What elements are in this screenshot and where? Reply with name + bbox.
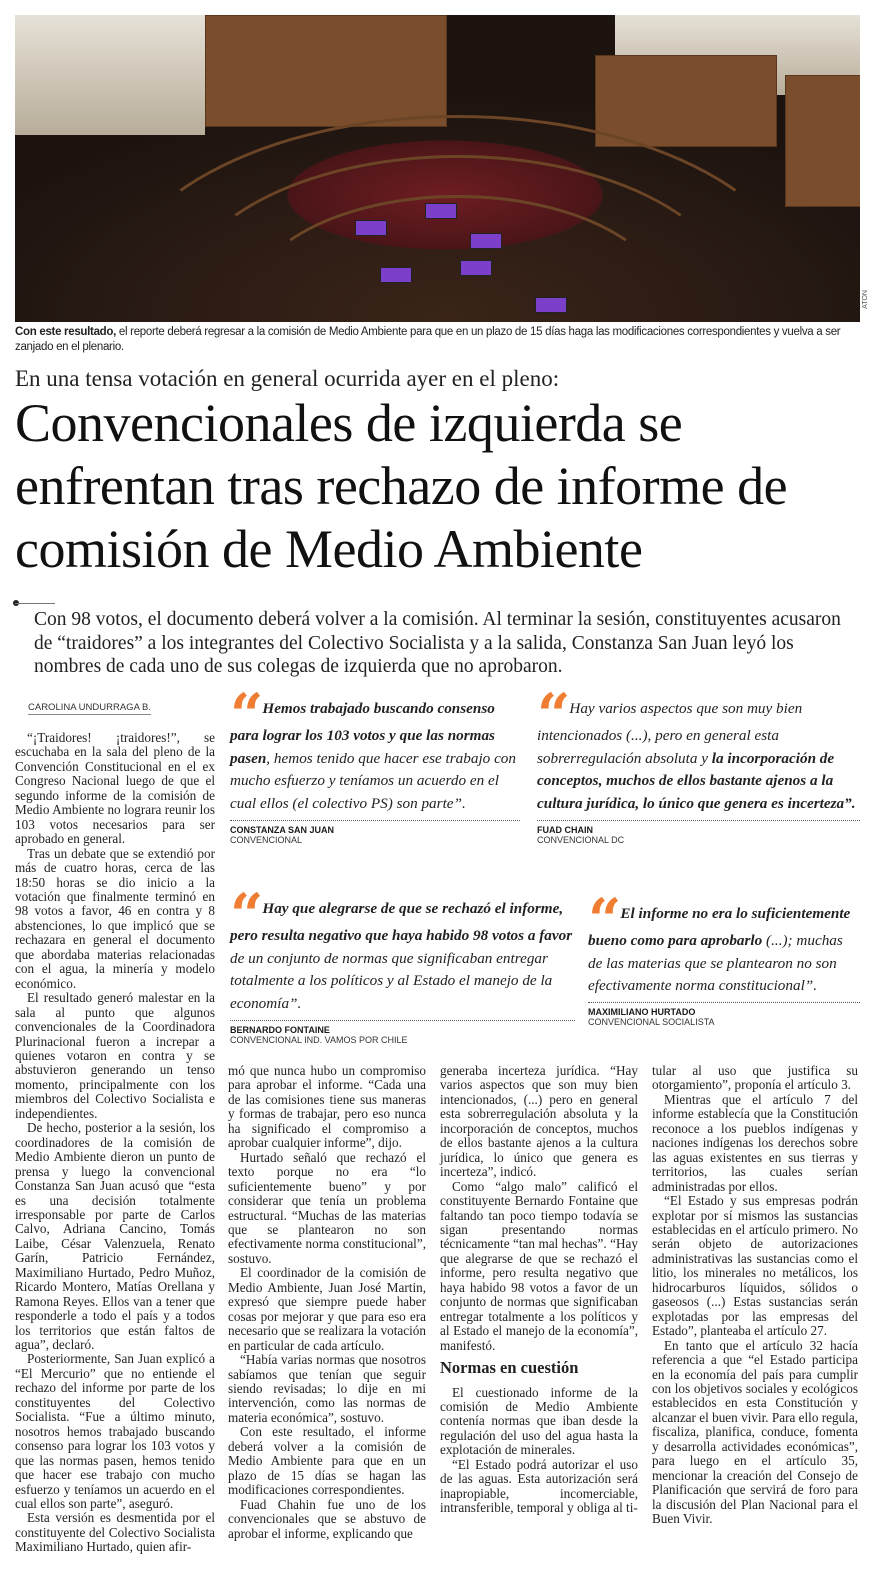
wall-left (15, 15, 205, 135)
quote-author-role: CONVENCIONAL IND. VAMOS POR CHILE (230, 1034, 408, 1045)
pull-quote (230, 681, 520, 845)
quote-author-role: CONVENCIONAL (230, 834, 303, 845)
quote-divider (230, 820, 520, 821)
quote-segment: (...); muchas de las materias que se plantearon no son efectivamente norma constitucional”. (588, 932, 843, 995)
screen (460, 260, 492, 276)
quote-divider (230, 1020, 575, 1021)
quote-segment: , hemos tenido que hacer ese trabajo con mucho esfuerzo y teníamos un acuerdo en el cual ellos (el colectivo PS) son parte”. (230, 749, 516, 813)
caption-text: el reporte deberá regresar a la comisión de Medio Ambiente para que en un plazo de 15 días haga las modificaciones correspondientes y vuelva a ser zanjado en el plenario. (15, 326, 841, 353)
body-paragraph: El resultado generó malestar en la sala al punto que algunos convencionales de la Coordinadora Plurinacional fueron a increpar a quienes votaron en contra y se abstuvieron generando un tenso momento, principalmente con los miembros del Colectivo Socialista e independientes. (15, 990, 215, 1121)
convention-chamber-photo (15, 15, 860, 322)
quote-mark-icon: “ (537, 681, 567, 749)
body-paragraph: Fuad Chahin fue uno de los convencionales que se abstuvo de aprobar el informe, explicando que (228, 1496, 426, 1541)
screen (470, 233, 502, 249)
quote-divider (537, 820, 860, 821)
body-paragraph: El cuestionado informe de la comisión de Medio Ambiente contenía normas que iban desde la regulación del uso del agua hasta la explotación de minerales. (440, 1384, 638, 1458)
pull-quote (588, 886, 860, 1028)
body-column (652, 1064, 858, 1527)
headline: Convencionales de izquierda se enfrentan tras rechazo de informe de comisión de Medio Ambiente (15, 393, 788, 579)
quote-segment: de un conjunto de normas que significaban entregar totalmente a los políticos y al Estado el manejo de la economía”. (230, 949, 553, 1013)
byline: CAROLINA UNDURRAGA B. (28, 702, 151, 713)
quote-emphasis: Hay que alegrarse de que se rechazó el informe, pero resulta negativo que haya habido 98 votos a favor (230, 900, 573, 944)
pull-quote (537, 681, 860, 845)
body-column (440, 1064, 638, 1516)
body-paragraph: Mientras que el artículo 7 del informe establecía que la Constitución reconoce a los pueblos indígenas y naciones indígenas los derechos sobre las aguas existentes en sus tierras y territorios, las cuales serían administradas por ellos. (652, 1091, 858, 1194)
quote-text (588, 886, 860, 998)
body-paragraph: Con este resultado, el informe deberá volver a la comisión de Medio Ambiente para que en un plazo de 15 días se hagan las modificaciones correspondientes. (228, 1424, 426, 1498)
quote-emphasis: la incorporación de conceptos, muchos de ellos bastante ajenos a la cultura jurídica, lo único que genera es incerteza”. (537, 749, 856, 813)
wood-panel (595, 55, 777, 147)
quote-author-role: CONVENCIONAL DC (537, 834, 625, 845)
kicker: En una tensa votación en general ocurrida ayer en el pleno: (15, 366, 560, 391)
quote-author: FUAD CHAIN (537, 824, 593, 835)
quote-text (230, 881, 575, 1016)
quote-author-role: CONVENCIONAL SOCIALISTA (588, 1017, 715, 1028)
body-paragraph: Tras un debate que se extendió por más de cuatro horas, cerca de las 18:50 horas se dio inicio a la votación que finalmente terminó en 98 votos a favor, 46 en contra y 8 abstenciones, lo que implicó que se rechazara en general el documento que abordaba materias relacionadas con el agua, la minería y modelo económico. (15, 845, 215, 991)
body-paragraph: En tanto que el artículo 32 hacía referencia a que “el Estado participa en la economía del país para cumplir con los objetivos sociales y ecológicos establecidos en esta Constitución y alcanzar el buen vivir. Para ello regula, fiscaliza, planifica, conduce, fomenta y desarrolla actividades económicas”, para luego en el artículo 35, mencionar la creación del Consejo de Planificación que servirá de foro para la discusión del Plan Nacional para el Buen Vivir. (652, 1337, 858, 1527)
quote-divider (588, 1002, 860, 1003)
quote-author: BERNARDO FONTAINE (230, 1024, 330, 1035)
quote-segment: Hay varios aspectos que son muy bien intencionados (...), pero en general esta sobrerregulación absoluta y (537, 700, 803, 767)
body-paragraph: Posteriormente, San Juan explicó a “El Mercurio” que no entiende el rechazo del informe por parte de los constituyentes del Colectivo Socialista. “Fue a último minuto, nosotros hemos trabajado buscando consenso para lograr los 103 votos y que las normas pasen, hemos tenido que hacer ese trabajo con mucho esfuerzo y teníamos un acuerdo en el cual ellos son parte”, aseguró. (15, 1351, 215, 1512)
deck-rule (15, 603, 55, 604)
body-column (228, 1064, 426, 1541)
photo-caption (15, 325, 860, 355)
body-paragraph: mó que nunca hubo un compromiso para aprobar el informe. “Cada una de las comisiones tiene sus maneras y formas de trabajar, pero eso nunca ha significado el compromiso a aprobar cualquier informe”, dijo. (228, 1063, 426, 1151)
body-paragraph: El coordinador de la comisión de Medio Ambiente, Juan José Martin, expresó que siempre puede haber cosas por mejorar y que para eso era necesario que se realizara la votación en particular de cada artículo. (228, 1265, 426, 1353)
quote-mark-icon: “ (230, 881, 260, 949)
body-paragraph: “¡Traidores! ¡traidores!”, se escuchaba en la sala del pleno de la Convención Constitucional en el ex Congreso Nacional luego de que el segundo informe de la comisión de Medio Ambiente no lograra reunir los 103 votos necesarios para ser aprobado en general. (15, 730, 215, 847)
screen (355, 220, 387, 236)
screen (425, 203, 457, 219)
quote-author: CONSTANZA SAN JUAN (230, 824, 335, 835)
body-paragraph: generaba incerteza jurídica. “Hay varios aspectos que son muy bien intencionados, (...) pero en general esta sobrerregulación absoluta y la incorporación de conceptos, muchos de ellos bastante ajenos a la cultura jurídica, lo único que genera es incerteza”, indicó. (440, 1063, 638, 1180)
body-paragraph: “Había varias normas que nosotros sabíamos que tenían que seguir siendo revisadas; lo dije en mi intervención, como las normas de materia económica”, sostuvo. (228, 1352, 426, 1425)
quote-mark-icon: “ (230, 681, 260, 749)
quote-text (230, 681, 520, 816)
photo-credit: ATON (862, 290, 869, 309)
body-paragraph: Hurtado señaló que rechazó el texto porque no era “lo suficientemente bueno” y por considerar que tenía un problema estructural. “Muchas de las materias que se plantearon no son efectivamente norma constitucional”, sostuvo. (228, 1149, 426, 1266)
body-paragraph: “El Estado podrá autorizar el uso de las aguas. Esta autorización será inapropiable, incomerciable, intransferible, temporal y obliga al ti- (440, 1456, 638, 1516)
body-paragraph: “El Estado y sus empresas podrán explotar por sí mismos las sustancias establecidas en el artículo primero. No serán objeto de autorizaciones administrativas las sustancias como el litio, los minerales no metálicos, los hidrocarburos líquidos, sólidos o gaseosos (...) Estas sustancias serán explotadas por las empresas del Estado”, planteaba el artículo 27. (652, 1193, 858, 1339)
quote-mark-icon: “ (588, 886, 618, 954)
quote-emphasis: El informe no era lo suficientemente bueno como para aprobarlo (588, 905, 851, 949)
quote-text (537, 681, 860, 816)
pull-quote (230, 881, 575, 1045)
screen (535, 297, 567, 313)
body-paragraph: Esta versión es desmentida por el constituyente del Colectivo Socialista Maximiliano Hurtado, quien afir- (15, 1510, 215, 1555)
wood-panel (205, 15, 447, 127)
deck: Con 98 votos, el documento deberá volver a la comisión. Al terminar la sesión, constituyentes acusaron de “traidores” a los integrantes del Colectivo Socialista y a la salida, Constanza San Juan leyó los nombres de cada uno de sus colegas de izquierda que no aprobaron. (34, 609, 841, 677)
body-paragraph: Como “algo malo” calificó el constituyente Bernardo Fontaine que faltando tan poco tiempo todavía se sigan presentando normas técnicamente “tan mal hechas”. “Hay que alegrarse de que se rechazó el informe, pero resulta negativo que haya habido 98 votos a favor de un conjunto de normas que significaban entregar totalmente a los políticos y al Estado el manejo de la economía”, manifestó. (440, 1178, 638, 1353)
body-column (15, 731, 215, 1555)
screen (380, 267, 412, 283)
section-subhead: Normas en cuestión (440, 1358, 579, 1378)
body-paragraph: tular al uso que justifica su otorgamiento”, proponía el artículo 3. (652, 1063, 858, 1093)
wood-panel (785, 75, 860, 207)
caption-lead: Con este resultado, (15, 326, 117, 338)
quote-emphasis: Hemos trabajado buscando consenso para lograr los 103 votos y que las normas pasen (230, 700, 495, 767)
body-paragraph: De hecho, posterior a la sesión, los coordinadores de la comisión de Medio Ambiente dieron un punto de prensa y luego la convencional Constanza San Juan acusó que “esta es una decisión totalmente irresponsable por parte de Carlos Calvo, Adriana Cancino, Tomás Laibe, César Valenzuela, Renato Garín, Patricio Fernández, Maximiliano Hurtado, Pedro Muñoz, Ricardo Montero, Matías Orellana y Ramona Reyes. Ellos van a tener que responderle a todo el país y a todos los territorios que están faltos de agua”, declaró. (15, 1120, 215, 1353)
quote-author: MAXIMILIANO HURTADO (588, 1007, 696, 1018)
